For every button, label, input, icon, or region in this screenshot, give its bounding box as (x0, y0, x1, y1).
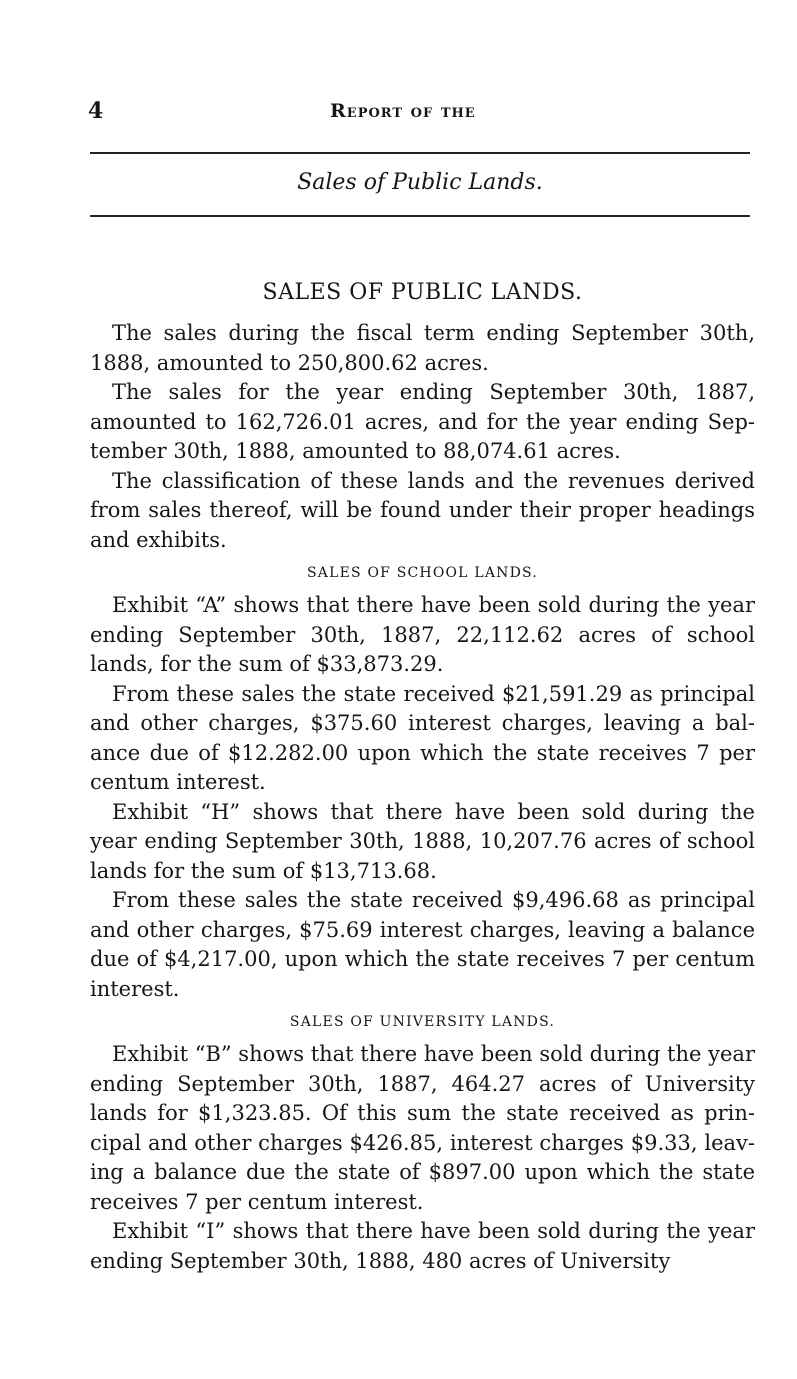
paragraph: Exhibit “A” shows that there have been sold during the year ending September 30th, 1887, 22,112.62 acres of school lands, for the sum of $33,873.29. (90, 593, 755, 676)
paragraph: Exhibit “H” shows that there have been sold during the year ending September 30th, 1888, 10,207.76 acres of school lands for the sum of $13,713.68. (90, 799, 755, 883)
paragraph: From these sales the state received $9,496.68 as principal and other charges, $75.69 interest charges, leaving a balance due of $4,217.00, upon which the state receives 7 per centum interest. (90, 888, 755, 1001)
paragraph: The classification of these lands and the revenues derived from sales thereof, will be found under their proper headings and exhibits. (90, 468, 755, 552)
paragraph: Exhibit “B” shows that there have been sold during the year ending September 30th, 1887, 464.27 acres of University lands for $1,323.85. Of this sum the state received as principal and other charges $426.85, interest charges $9.33, leaving a balance due the state of $897.00 upon which the state receives 7 per centum interest. (90, 1042, 755, 1214)
paragraph: Exhibit “I” shows that there have been sold during the year ending September 30th, 1888, 480 acres of University (90, 1219, 755, 1273)
header-rule-bottom (90, 215, 750, 217)
school-lands-heading: SALES OF SCHOOL LANDS. (307, 565, 538, 581)
paragraph: From these sales the state received $21,591.29 as principal and other charges, $375.60 interest charges, leaving a balance due of $12.282.00 upon which the state receives 7 per centum interest. (90, 681, 755, 794)
header-rule-top (90, 152, 750, 154)
running-title: Report of the (330, 100, 476, 122)
section-subtitle: Sales of Public Lands. (297, 170, 543, 195)
main-heading: SALES OF PUBLIC LANDS. (262, 280, 583, 305)
page-number: 4 (88, 98, 104, 124)
page-body (90, 280, 755, 1276)
university-lands-heading: SALES OF UNIVERSITY LANDS. (289, 1014, 556, 1030)
paragraph: The sales for the year ending September 30th, 1887, amounted to 162,726.01 acres, and for the year ending September 30th, 1888, amounted to 88,074.61 acres. (90, 380, 755, 463)
paragraph: The sales during the fiscal term ending September 30th, 1888, amounted to 250,800.62 acres. (90, 321, 755, 375)
